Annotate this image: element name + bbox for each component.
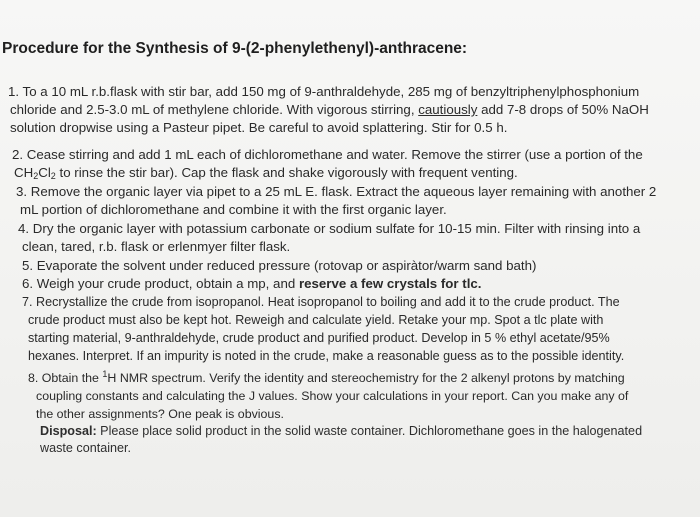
step-7-line-3: starting material, 9-anthraldehyde, crude product and purified product. Develop in 5 % ethyl acetate/95% bbox=[28, 331, 610, 345]
step-1-line-2-rest: add 7-8 drops of 50% NaOH bbox=[481, 102, 649, 117]
step-6-text: 6. Weigh your crude product, obtain a mp, and bbox=[22, 276, 299, 291]
step-8-sup: 1 bbox=[102, 369, 108, 379]
disposal-line-1 bbox=[40, 423, 642, 440]
step-8-line-1 bbox=[28, 365, 628, 387]
step-8-line-2: coupling constants and calculating the J values. Show your calculations in your report. Can you make any of bbox=[36, 389, 629, 403]
step-1-line-2-text: chloride and 2.5-3.0 mL of methylene chloride. With vigorous stirring, bbox=[10, 102, 415, 117]
step-2 bbox=[12, 146, 643, 185]
step-2-sub-1: 2 bbox=[33, 171, 39, 181]
step-8-line-3: the other assignments? One peak is obvious. bbox=[36, 407, 284, 421]
step-3-line-2: mL portion of dichloromethane and combine it with the first organic layer. bbox=[20, 202, 447, 217]
step-5-line-1: 5. Evaporate the solvent under reduced pressure (rotovap or aspiràtor/warm sand bath) bbox=[22, 258, 537, 273]
disposal-line-2: waste container. bbox=[40, 441, 132, 455]
step-2-line-2-rest: to rinse the stir bar). Cap the flask and shake vigorously with frequent venting. bbox=[55, 165, 518, 180]
disposal-label: Disposal: bbox=[40, 424, 97, 438]
step-2-line-1: 2. Cease stirring and add 1 mL each of dichloromethane and water. Remove the stirrer (use a portion of the bbox=[12, 147, 643, 162]
step-6-bold: reserve a few crystals for tlc. bbox=[298, 276, 482, 291]
step-3 bbox=[16, 183, 656, 219]
step-7-line-4: hexanes. Interpret. If an impurity is noted in the crude, make a reasonable guess as to the possible identity. bbox=[28, 349, 625, 363]
step-4-line-1: 4. Dry the organic layer with potassium carbonate or sodium sulfate for 10-15 min. Filter with rinsing into a bbox=[18, 221, 641, 236]
step-6 bbox=[22, 275, 482, 293]
step-8 bbox=[28, 365, 628, 423]
step-1-line-3: solution dropwise using a Pasteur pipet. Be careful to avoid splattering. Stir for 0.5 h. bbox=[10, 120, 508, 135]
step-4 bbox=[18, 220, 640, 256]
step-3-line-1: 3. Remove the organic layer via pipet to a 25 mL E. flask. Extract the aqueous layer remaining with another 2 bbox=[16, 184, 657, 199]
step-2-cl: Cl bbox=[38, 165, 51, 180]
disposal-text-1: Please place solid product in the solid waste container. Dichloromethane goes in the halogenated bbox=[96, 424, 643, 438]
step-2-ch: CH bbox=[14, 165, 34, 180]
step-6-line-1 bbox=[22, 275, 482, 293]
step-7-line-1: 7. Recrystallize the crude from isopropanol. Heat isopropanol to boiling and add it to the crude product. The bbox=[22, 295, 620, 309]
disposal-note bbox=[40, 423, 642, 457]
page-title: Procedure for the Synthesis of 9-(2-phenylethenyl)-anthracene: bbox=[2, 40, 468, 57]
step-5 bbox=[22, 257, 536, 275]
step-7-line-2: crude product must also be kept hot. Reweigh and calculate yield. Retake your mp. Spot a tlc plate with bbox=[28, 313, 604, 327]
step-2-sub-2: 2 bbox=[50, 171, 56, 181]
step-4-line-2: clean, tared, r.b. flask or erlenmyer filter flask. bbox=[22, 239, 291, 254]
step-1-cautiously: cautiously bbox=[418, 102, 478, 117]
step-8-rest: H NMR spectrum. Verify the identity and stereochemistry for the 2 alkenyl protons by matching bbox=[107, 371, 625, 385]
step-2-line-2 bbox=[12, 164, 643, 185]
step-1-line-2 bbox=[8, 101, 649, 119]
step-7 bbox=[22, 293, 624, 365]
step-1 bbox=[8, 83, 649, 137]
step-8-text: 8. Obtain the bbox=[28, 371, 103, 385]
step-1-line-1: 1. To a 10 mL r.b.flask with stir bar, add 150 mg of 9-anthraldehyde, 285 mg of benzyltriphenylphosphonium bbox=[8, 84, 640, 99]
